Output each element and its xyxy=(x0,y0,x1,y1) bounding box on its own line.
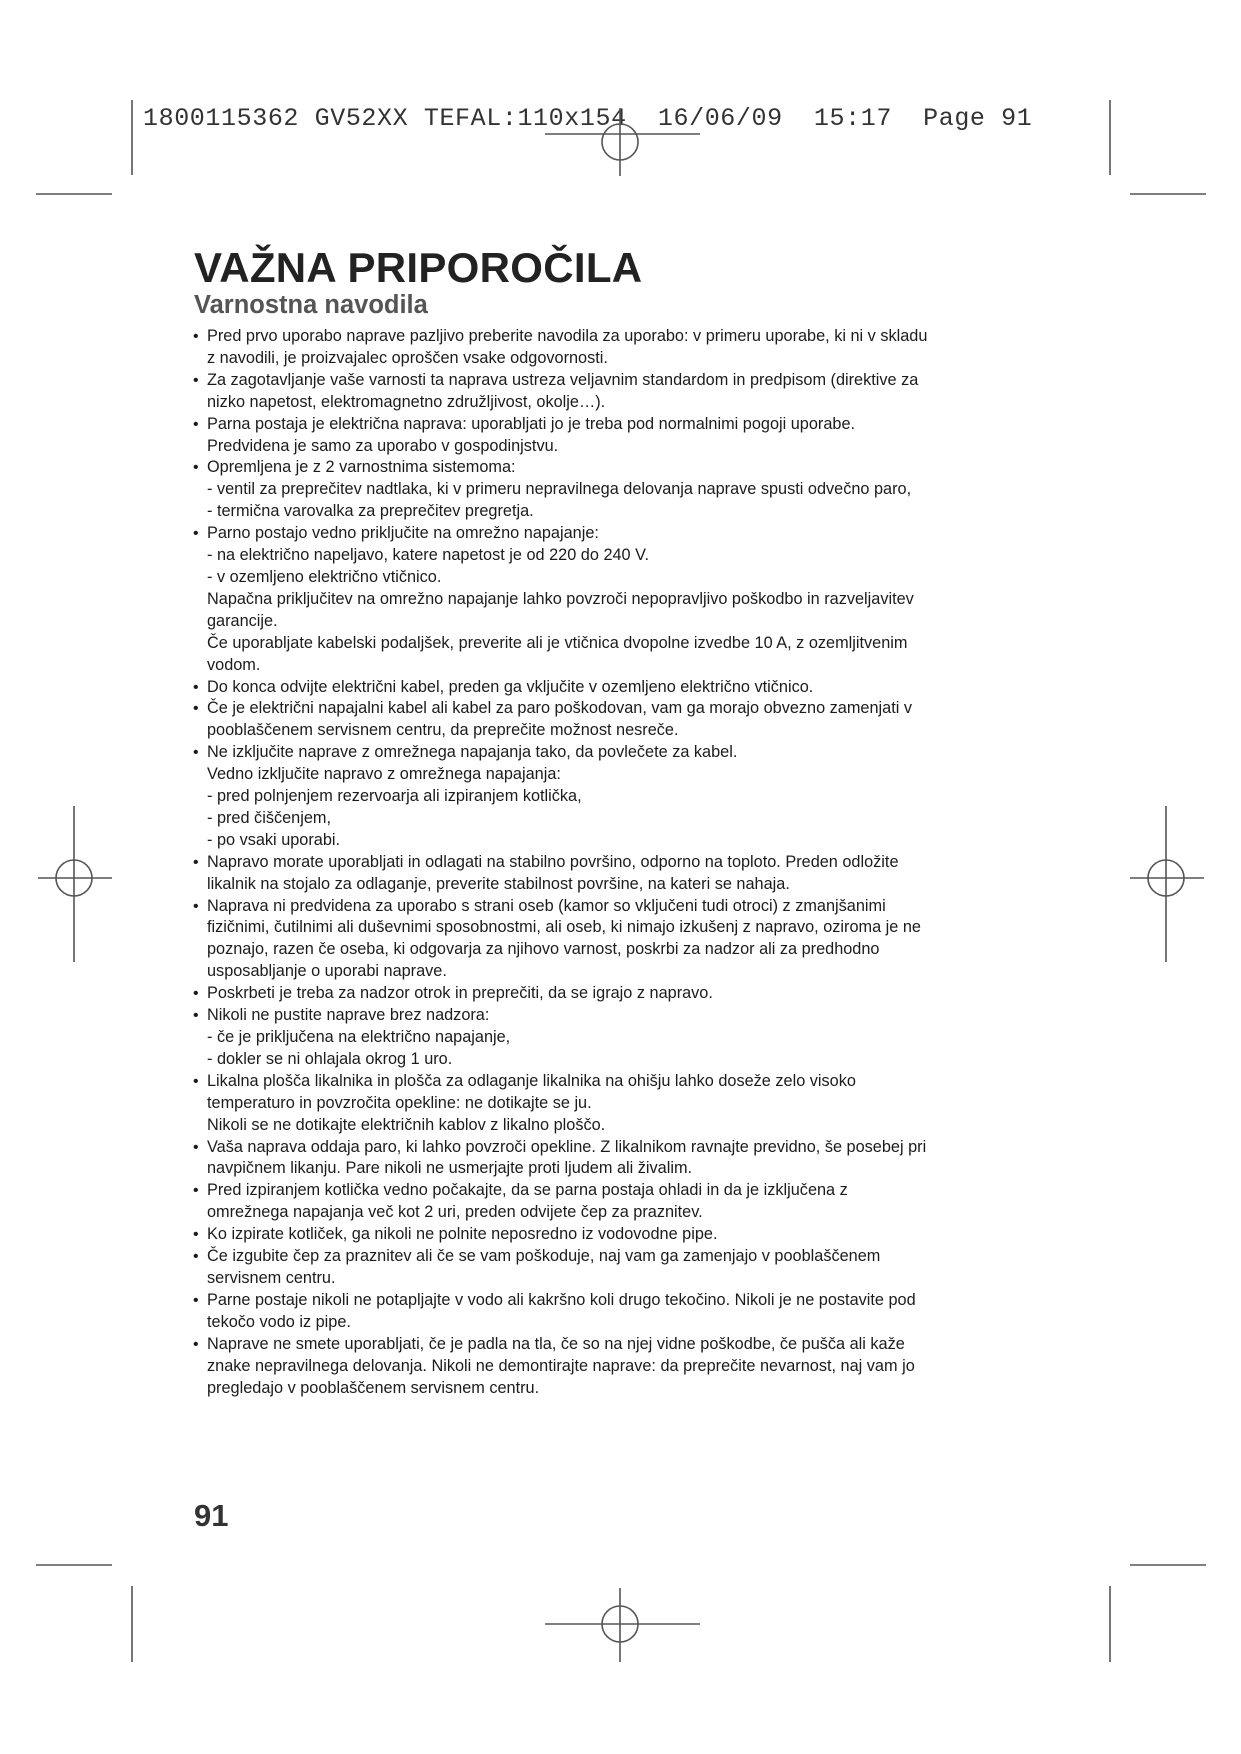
list-item xyxy=(191,896,1046,984)
list-item-line: - pred polnjenjem rezervoarja ali izpiranjem kotlička, xyxy=(207,787,582,806)
list-item-line: navpičnem likanju. Pare nikoli ne usmerjajte proti ljudem ali živalim. xyxy=(207,1159,693,1178)
list-item xyxy=(191,1224,1046,1246)
list-item xyxy=(191,1290,1046,1334)
list-item-line: - termična varovalka za preprečitev pregretja. xyxy=(207,502,534,521)
list-item-line: • Pred izpiranjem kotlička vedno počakajte, da se parna postaja ohladi in da je izključena z xyxy=(207,1181,848,1200)
list-item-line: - ventil za preprečitev nadtlaka, ki v primeru nepravilnega delovanja naprave spusti odvečno paro, xyxy=(207,480,912,499)
list-item-line: Napačna priključitev na omrežno napajanje lahko povzroči nepopravljivo poškodbo in razveljavitev xyxy=(207,589,914,608)
list-item-line: • Opremljena je z 2 varnostnima sistemoma: xyxy=(207,458,516,477)
list-item xyxy=(191,983,1046,1005)
list-item xyxy=(191,698,1046,742)
list-item-line: - po vsaki uporabi. xyxy=(207,830,341,849)
list-item-line: pregledajo v pooblaščenem servisnem centru. xyxy=(207,1378,540,1397)
list-item-line: • Poskrbeti je treba za nadzor otrok in preprečiti, da se igrajo z napravo. xyxy=(207,984,713,1003)
list-item-line: • Likalna plošča likalnika in plošča za odlaganje likalnika na ohišju lahko doseže zelo visoko xyxy=(207,1071,856,1090)
list-item-line: fizičnimi, čutilnimi ali duševnimi sposobnostmi, ali oseb, ki nimajo izkušenj z napravo, oziroma je ne xyxy=(207,918,921,937)
list-item-line: servisnem centru. xyxy=(207,1268,336,1287)
list-item xyxy=(191,1005,1046,1071)
list-item-line: • Naprave ne smete uporabljati, če je padla na tla, če so na njej vidne poškodbe, če pušča ali kaže xyxy=(207,1334,905,1353)
list-item xyxy=(191,852,1046,896)
list-item xyxy=(191,523,1046,676)
list-item-line: - dokler se ni ohlajala okrog 1 uro. xyxy=(207,1049,453,1068)
list-item-line: pooblaščenem servisnem centru, da preprečite možnost nesreče. xyxy=(207,721,679,740)
registration-mark-left xyxy=(38,806,112,962)
list-item-line: z navodili, je proizvajalec oproščen vsake odgovornosti. xyxy=(207,348,608,367)
list-item-line: poznajo, razen če oseba, ki odgovarja za njihovo varnost, poskrbi za nadzor ali za predhodno xyxy=(207,940,880,959)
list-item xyxy=(191,1334,1046,1400)
list-item-line: garancije. xyxy=(207,611,278,630)
list-item-line: • Parna postaja je električna naprava: uporabljati jo je treba pod normalnimi pogoji uporabe. xyxy=(207,414,856,433)
list-item-line: • Parne postaje nikoli ne potapljajte v vodo ali kakršno koli drugo tekočino. Nikoli je ne postavite pod xyxy=(207,1290,916,1309)
list-item-line: • Če izgubite čep za praznitev ali če se vam poškoduje, naj vam ga zamenjajo v pooblaščenem xyxy=(207,1247,881,1266)
list-item-line: Predvidena je samo za uporabo v gospodinjstvu. xyxy=(207,436,559,455)
list-item-line: • Do konca odvijte električni kabel, preden ga vključite v ozemljeno električno vtičnico. xyxy=(207,677,814,696)
list-item-line: vodom. xyxy=(207,655,261,674)
section-subtitle: Varnostna navodila xyxy=(194,291,428,319)
page-number: 91 xyxy=(194,1498,229,1533)
list-item-line: • Naprava ni predvidena za uporabo s strani oseb (kamor so vključeni tudi otroci) z zmanjšanimi xyxy=(207,896,886,915)
list-item xyxy=(191,1246,1046,1290)
list-item-line: omrežnega napajanja več kot 2 uri, preden odvijete čep za praznitev. xyxy=(207,1203,703,1222)
registration-mark-right xyxy=(1130,806,1204,962)
list-item-line: - v ozemljeno električno vtičnico. xyxy=(207,567,442,586)
list-item-line: tekočo vodo iz pipe. xyxy=(207,1312,351,1331)
list-item-line: • Parno postajo vedno priključite na omrežno napajanje: xyxy=(207,524,599,543)
list-item-line: • Ko izpirate kotliček, ga nikoli ne polnite neposredno iz vodovodne pipe. xyxy=(207,1225,718,1244)
list-item xyxy=(191,414,1046,458)
registration-mark-top xyxy=(545,108,700,176)
list-item-line: usposabljanje o uporabi naprave. xyxy=(207,962,447,981)
list-item xyxy=(191,370,1046,414)
list-item-line: • Če je električni napajalni kabel ali kabel za paro poškodovan, vam ga morajo obvezno zamenjati v xyxy=(207,699,913,718)
list-item-line: • Pred prvo uporabo naprave pazljivo preberite navodila za uporabo: v primeru uporabe, ki ni v skladu xyxy=(207,327,928,345)
list-item xyxy=(191,457,1046,523)
list-item xyxy=(191,742,1046,852)
page-title: VAŽNA PRIPOROČILA xyxy=(194,244,643,291)
list-item-line: • Vaša naprava oddaja paro, ki lahko povzroči opekline. Z likalnikom ravnajte previdno, še posebej pri xyxy=(207,1137,927,1156)
list-item xyxy=(191,1071,1046,1137)
list-item xyxy=(191,326,1046,370)
list-item-line: - če je priključena na električno napajanje, xyxy=(207,1028,511,1046)
list-item-line: Vedno izključite napravo z omrežnega napajanja: xyxy=(207,765,561,784)
registration-mark-bottom xyxy=(545,1588,700,1662)
list-item-line: - na električno napeljavo, katere napetost je od 220 do 240 V. xyxy=(207,546,650,565)
list-item-line: • Nikoli ne pustite naprave brez nadzora: xyxy=(207,1006,490,1025)
list-item-line: znake nepravilnega delovanja. Nikoli ne demontirajte naprave: da preprečite nevarnost, naj vam jo xyxy=(207,1356,915,1375)
list-item-line: • Za zagotavljanje vaše varnosti ta naprava ustreza veljavnim standardom in predpisom (direktive za xyxy=(207,370,919,389)
list-item-line: likalnik na stojalo za odlaganje, preverite stabilnost površine, na kateri se nahaja. xyxy=(207,874,790,893)
list-item-line: • Ne izključite naprave z omrežnega napajanja tako, da povlečete za kabel. xyxy=(207,743,738,762)
list-item xyxy=(191,677,1046,699)
list-item-line: • Napravo morate uporabljati in odlagati na stabilno površino, odporno na toploto. Preden odložite xyxy=(207,852,899,871)
list-item-line: nizko napetost, elektromagnetno združljivost, okolje…). xyxy=(207,392,606,411)
list-item-line: Če uporabljate kabelski podaljšek, preverite ali je vtičnica dvopolne izvedbe 10 A, z ozemljitvenim xyxy=(207,633,908,652)
safety-instructions-list xyxy=(191,326,1046,1399)
list-item xyxy=(191,1180,1046,1224)
list-item-line: - pred čiščenjem, xyxy=(207,808,331,827)
list-item-line: Nikoli se ne dotikajte električnih kablov z likalno ploščo. xyxy=(207,1115,606,1134)
list-item-line: temperaturo in povzročita opekline: ne dotikajte se ju. xyxy=(207,1093,592,1112)
list-item xyxy=(191,1137,1046,1181)
print-slug: 1800115362 GV52XX TEFAL:110x154 16/06/09 15:17 Page 91 xyxy=(143,104,1033,133)
